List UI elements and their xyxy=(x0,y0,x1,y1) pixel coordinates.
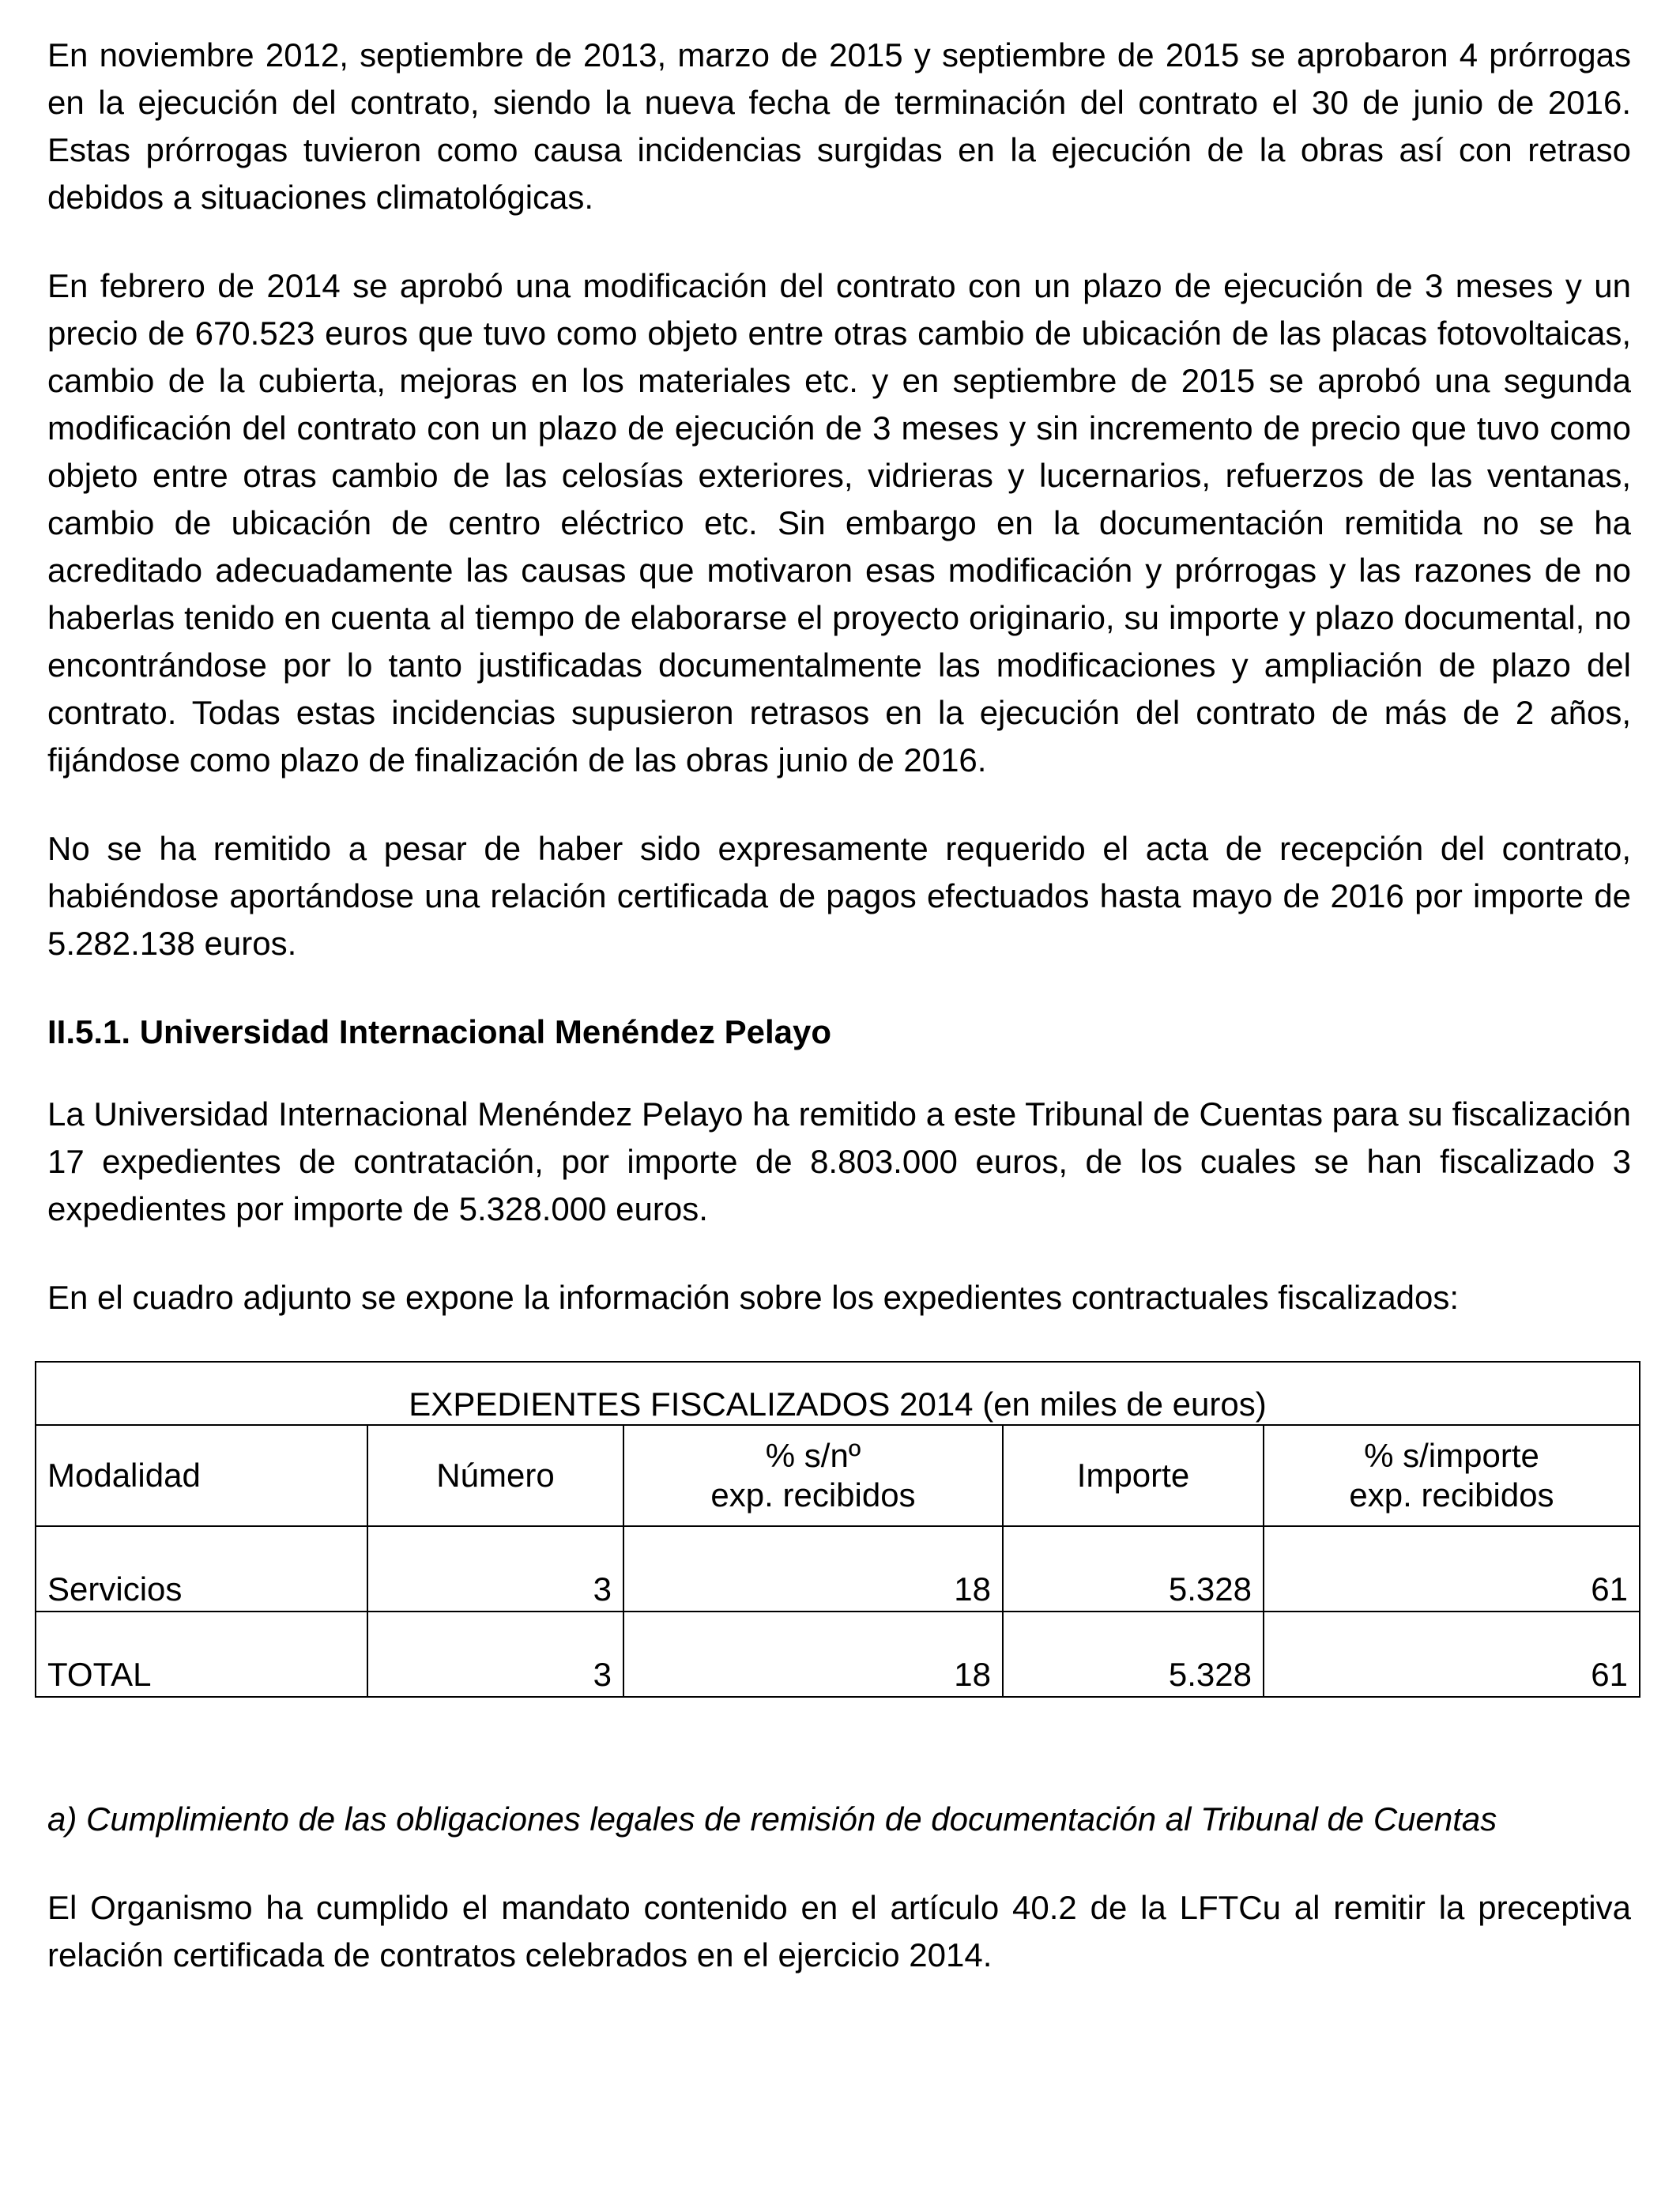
cell-pct-numero: 18 xyxy=(623,1526,1003,1612)
cell-importe: 5.328 xyxy=(1003,1526,1264,1612)
header-numero: Número xyxy=(367,1425,623,1526)
paragraph-cuadro-adjunto: En el cuadro adjunto se expone la información sobre los expedientes contractuales fiscalizados: xyxy=(47,1279,1460,1316)
paragraph-modificaciones: En febrero de 2014 se aprobó una modificación del contrato con un plazo de ejecución de 3 meses y un precio de 670.523 euros que tuvo como objeto entre otras cambio de ubicación de las placas fotovoltaicas, cambio de la cubierta, mejoras en los materiales etc. y en septiembre de 2015 se aprobó una segunda modificación del contrato con un plazo de ejecución de 3 meses y sin incremento de precio que tuvo como objeto entre otras cambio de las celosías exteriores, vidrieras y lucernarios, refuerzos de las ventanas, cambio de ubicación de centro eléctrico etc. Sin embargo en la documentación remitida no se ha acreditado adecuadamente las causas que motivaron esas modificación y prórrogas y las razones de no haberlas tenido en cuenta al tiempo de elaborarse el proyecto originario, su importe y plazo documental, no encontrándose por lo tanto justificadas documentalmente las modificaciones y ampliación de plazo del contrato. Todas estas incidencias supusieron retrasos en la ejecución del contrato de más de 2 años, fijándose como plazo de finalización de las obras junio de 2016. xyxy=(47,267,1631,778)
cell-importe: 5.328 xyxy=(1003,1612,1264,1697)
paragraph-prorrogas: En noviembre 2012, septiembre de 2013, marzo de 2015 y septiembre de 2015 se aprobaron 4 prórrogas en la ejecución del contrato, siendo la nueva fecha de terminación del contrato el 30 de junio de 2016. Estas prórrogas tuvieron como causa incidencias surgidas en la ejecución de la obras así con retraso debidos a situaciones climatológicas. xyxy=(47,36,1631,216)
cell-numero: 3 xyxy=(367,1526,623,1612)
subsection-heading: a) Cumplimiento de las obligaciones legales de remisión de documentación al Tribunal de Cuentas xyxy=(47,1800,1497,1838)
header-pct-importe-line1: % s/importe xyxy=(1364,1437,1539,1474)
header-importe: Importe xyxy=(1003,1425,1264,1526)
header-pct-importe-line2: exp. recibidos xyxy=(1349,1476,1554,1514)
cell-pct-numero: 18 xyxy=(623,1612,1003,1697)
header-pct-numero-line1: % s/nº xyxy=(765,1437,861,1474)
cell-numero: 3 xyxy=(367,1612,623,1697)
section-heading: II.5.1. Universidad Internacional Menéndez Pelayo xyxy=(47,1013,831,1050)
paragraph-acta-recepcion: No se ha remitido a pesar de haber sido expresamente requerido el acta de recepción del contrato, habiéndose aportándose una relación certificada de pagos efectuados hasta mayo de 2016 por importe de 5.282.138 euros. xyxy=(47,830,1631,962)
paragraph-cumplimiento: El Organismo ha cumplido el mandato contenido en el artículo 40.2 de la LFTCu al remitir la preceptiva relación certificada de contratos celebrados en el ejercicio 2014. xyxy=(47,1889,1631,1973)
table-row-total xyxy=(36,1612,1640,1697)
header-pct-numero-line2: exp. recibidos xyxy=(710,1476,916,1514)
expedientes-table xyxy=(35,1361,1640,1698)
table-header-row xyxy=(36,1425,1640,1526)
header-pct-numero xyxy=(623,1425,1003,1526)
paragraph-expedientes-remitidos: La Universidad Internacional Menéndez Pelayo ha remitido a este Tribunal de Cuentas para su fiscalización 17 expedientes de contratación, por importe de 8.803.000 euros, de los cuales se han fiscalizado 3 expedientes por importe de 5.328.000 euros. xyxy=(47,1095,1631,1227)
header-modalidad: Modalidad xyxy=(36,1425,367,1526)
cell-pct-importe: 61 xyxy=(1264,1612,1640,1697)
table-row xyxy=(36,1526,1640,1612)
header-pct-importe xyxy=(1264,1425,1640,1526)
cell-modalidad: Servicios xyxy=(36,1526,367,1612)
cell-pct-importe: 61 xyxy=(1264,1526,1640,1612)
cell-modalidad: TOTAL xyxy=(36,1612,367,1697)
document-page xyxy=(47,32,1631,2020)
table-title: EXPEDIENTES FISCALIZADOS 2014 (en miles de euros) xyxy=(36,1362,1640,1425)
